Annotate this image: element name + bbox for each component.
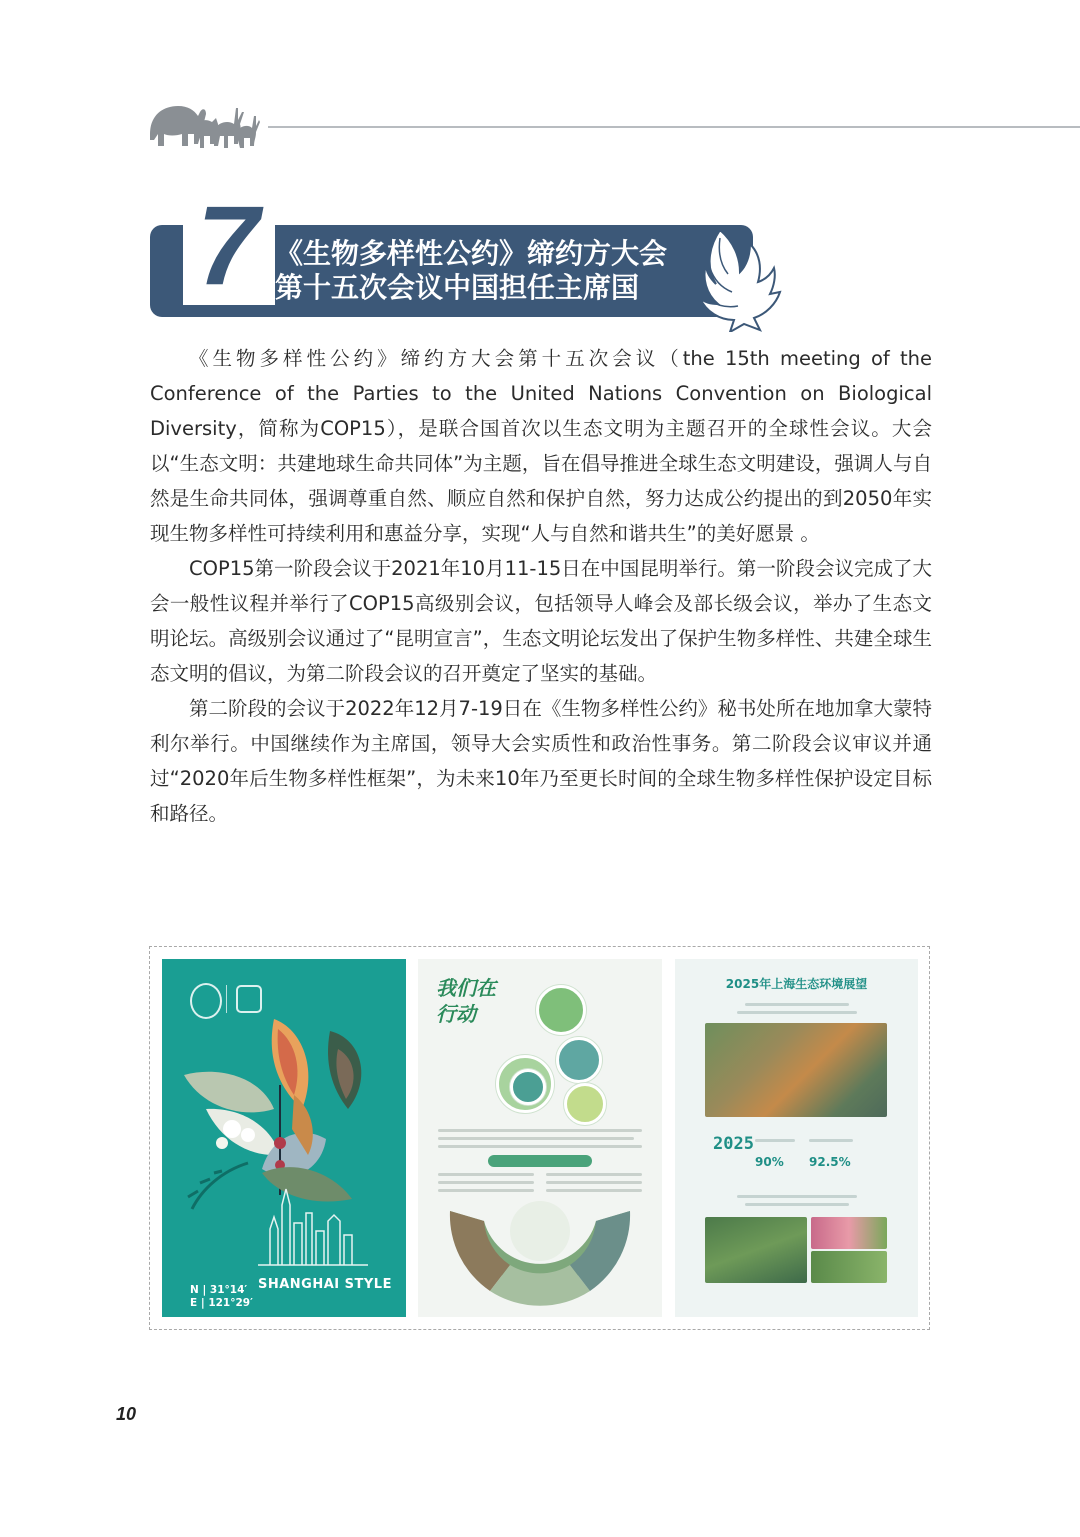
action-brochure [418,959,662,1317]
photo-fan-illustration [418,959,662,1317]
section-title-line1: 《生物多样性公约》缔约方大会 [275,237,668,270]
coordinate-east: E | 121°29′ [190,1297,253,1309]
stat-value: 92.5% [809,1155,851,1169]
text-line [737,1011,857,1014]
animals-silhouette-icon [148,90,260,154]
farmland-photo [811,1251,887,1283]
paragraph: 《生物多样性公约》缔约方大会第十五次会议（the 15th meeting of the Conference of the Parties to the United Nations Convention on Biological Diversity，简称为COP15），是联合国首次以生态文明为主题召开的全球性会议。大会以“生态文明：共建地球生命共同体”为主题，旨在倡导推进全球生态文明建设，强调人与自然是生命共同体，强调尊重自然、顺应自然和保护自然，努力达成公约提出的到2050年实现生物多样性可持续利用和惠益分享，实现“人与自然和谐共生”的美好愿景 。 [150,347,932,545]
year-label: 2025 [713,1134,754,1154]
stat-value: 90% [755,1155,784,1169]
coordinates [190,1284,253,1310]
text-line [809,1139,853,1142]
section-title [275,237,715,305]
wetland-photo [705,1023,887,1117]
shanghai-style-poster [162,959,406,1317]
text-line [745,1003,849,1006]
body-text [150,341,932,831]
flower-field-photo [811,1217,887,1249]
page-number: 10 [116,1404,137,1424]
brochure-title: 我们在行动 [436,976,496,1026]
outlook-brochure [675,959,918,1317]
poster-caption: SHANGHAI STYLE [258,1277,392,1292]
paragraph: 第二阶段的会议于2022年12月7-19日在《生物多样性公约》秘书处所在地加拿大蒙特利尔举行。中国继续作为主席国，领导大会实质性和政治性事务。第二阶段会议审议并通过“2020年后生物多样性框架”，为未来10年乃至更长时间的全球生物多样性保护设定目标和路径。 [150,697,932,825]
brochure-title: 2025年上海生态环境展望 [725,977,868,991]
village-photo [705,1217,807,1283]
text-line [755,1139,795,1142]
text-line [745,1203,849,1206]
section-title-line2: 第十五次会议中国担任主席国 [275,271,640,304]
text-line [737,1195,857,1198]
section-number: 7 [196,183,260,308]
coordinate-north: N | 31°14′ [190,1284,248,1296]
header-rule [268,126,1080,128]
dove-icon [700,228,782,332]
paragraph: COP15第一阶段会议于2021年10月11-15日在中国昆明举行。第一阶段会议完成了大会一般性议程并举行了COP15高级别会议，包括领导人峰会及部长级会议，举办了生态文明论坛。高级别会议通过了“昆明宣言”，生态文明论坛发出了保护生物多样性、共建全球生态文明的倡议，为第二阶段会议的召开奠定了坚实的基础。 [150,557,932,685]
flower-collage-illustration [162,959,406,1317]
image-gallery [149,946,930,1330]
